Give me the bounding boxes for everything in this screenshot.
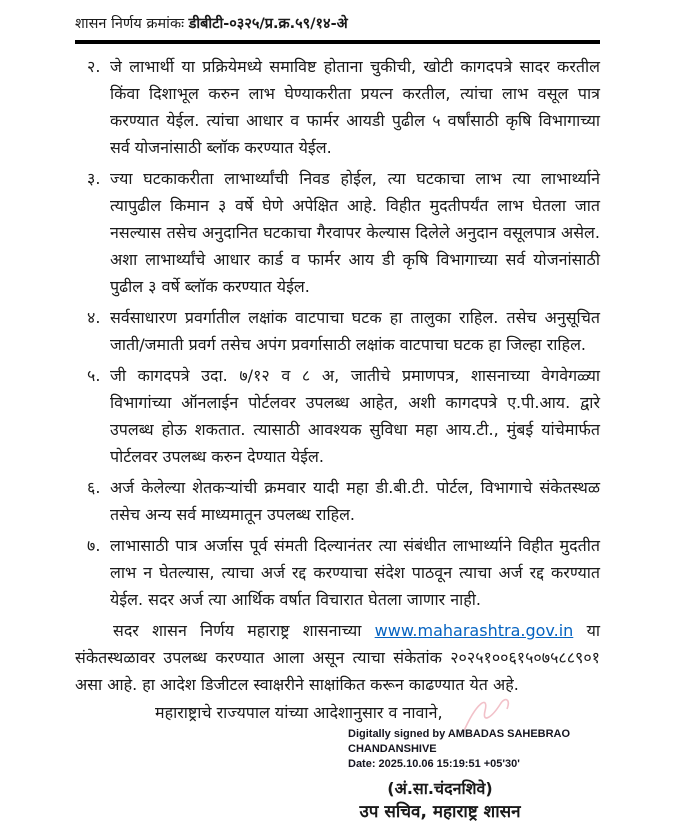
closing-paragraph [75, 617, 600, 698]
digital-signature-line2: Date: 2025.10.06 15:19:51 +05'30' [348, 758, 520, 770]
list-item-text: जे लाभार्थी या प्रक्रियेमध्ये समाविष्ट होताना चुकीची, खोटी कागदपत्रे सादर करतील किंवा दिशाभूल करुन लाभ घेण्याकरीता प्रयत्न करतील, त्यांचा लाभ वसूल पात्र करण्यात येईल. त्यांचा आधार व फार्मर आयडी पुढील ५ वर्षांसाठी कृषि विभागाच्या सर्व योजनांसाठी ब्लॉक करण्यात येईल. [110, 57, 600, 157]
signatory-name: (अं.सा.चंदनशिवे) [387, 779, 493, 798]
list-item-number: ६. [87, 478, 101, 497]
list-item-number: ४. [87, 308, 101, 327]
gr-list [75, 53, 600, 613]
list-item-text: अर्ज केलेल्या शेतकऱ्यांची क्रमवार यादी महा डी.बी.टी. पोर्टल, विभागाचे संकेतस्थळ तसेच अन्य सर्व माध्यमातून उपलब्ध राहिल. [110, 478, 600, 524]
list-item-text: जी कागदपत्रे उदा. ७/१२ व ८ अ, जातीचे प्रमाणपत्र, शासनाच्या वेगवेगळ्या विभागांच्या ऑनलाईन पोर्टलवर उपलब्ध आहेत, अशी कागदपत्रे ए.पी.आय. द्वारे उपलब्ध होऊ शकतात. त्यासाठी आवश्यक सुविधा महा आय.टी., मुंबई यांचेमार्फत पोर्टलवर उपलब्ध करुन देण्यात येईल. [110, 366, 600, 466]
list-item [87, 532, 600, 613]
list-item-text: ज्या घटकाकरीता लाभार्थ्यांची निवड होईल, त्या घटकाचा लाभ त्या लाभार्थ्याने त्यापुढील किमान ३ वर्षे घेणे अपेक्षित आहे. विहीत मुदतीपर्यंत लाभ घेतला जात नसल्यास तसेच अनुदानित घटकाचा गैरवापर केल्यास दिलेले अनुदान वसूलपात्र असेल. अशा लाभार्थ्यांचे आधार कार्ड व फार्मर आय डी कृषि विभागाच्या सर्व योजनांसाठी पुढील ३ वर्षे ब्लॉक करण्यात येईल. [110, 169, 600, 296]
list-item-number: ३. [87, 169, 101, 188]
digital-signature-block [348, 727, 600, 772]
list-item [87, 53, 600, 161]
maharashtra-gov-link[interactable]: www.maharashtra.gov.in [374, 621, 574, 640]
list-item [87, 474, 600, 528]
closing-text-before: सदर शासन निर्णय महाराष्ट्र शासनाच्या [113, 621, 362, 640]
header-divider [75, 40, 600, 44]
signatory-block [320, 778, 560, 824]
list-item [87, 304, 600, 358]
gr-header-label: शासन निर्णय क्रमांकः [75, 16, 185, 32]
list-item-text: लाभासाठी पात्र अर्जास पूर्व संमती दिल्यानंतर त्या संबंधीत लाभार्थ्याने विहीत मुदतीत लाभ न घेतल्यास, त्याचा अर्ज रद्द करण्याचा संदेश पाठवून त्याचा अर्ज रद्द करण्यात येईल. सदर अर्ज त्या आर्थिक वर्षात विचारात घेतला जाणार नाही. [110, 536, 600, 609]
list-item-number: ७. [87, 536, 101, 555]
list-item-number: २. [87, 57, 101, 76]
gr-number: डीबीटी-०३२५/प्र.क्र.५९/१४-अे [188, 16, 348, 32]
signatory-designation: उप सचिव, महाराष्ट्र शासन [359, 802, 521, 822]
list-item-number: ५. [87, 366, 101, 385]
by-order-line: महाराष्ट्राचे राज्यपाल यांच्या आदेशानुसार व नावाने, [155, 703, 443, 722]
digital-signature-line1: Digitally signed by AMBADAS SAHEBRAO CHANDANSHIVE [348, 728, 571, 755]
list-item [87, 362, 600, 470]
gr-header [75, 14, 600, 34]
list-item [87, 165, 600, 300]
closing-text-after: या संकेतस्थळावर उपलब्ध करण्यात आला असून त्याचा संकेतांक २०२५१००६१५०७५८८९०१ असा आहे. हा आदेश डिजीटल स्वाक्षरीने साक्षांकित करून काढण्यात येत अहे. [75, 621, 600, 694]
list-item-text: सर्वसाधारण प्रवर्गातील लक्षांक वाटपाचा घटक हा तालुका राहिल. तसेच अनुसूचित जाती/जमाती प्रवर्ग तसेच अपंग प्रवर्गासाठी लक्षांक वाटपाचा घटक हा जिल्हा राहिल. [110, 308, 600, 354]
